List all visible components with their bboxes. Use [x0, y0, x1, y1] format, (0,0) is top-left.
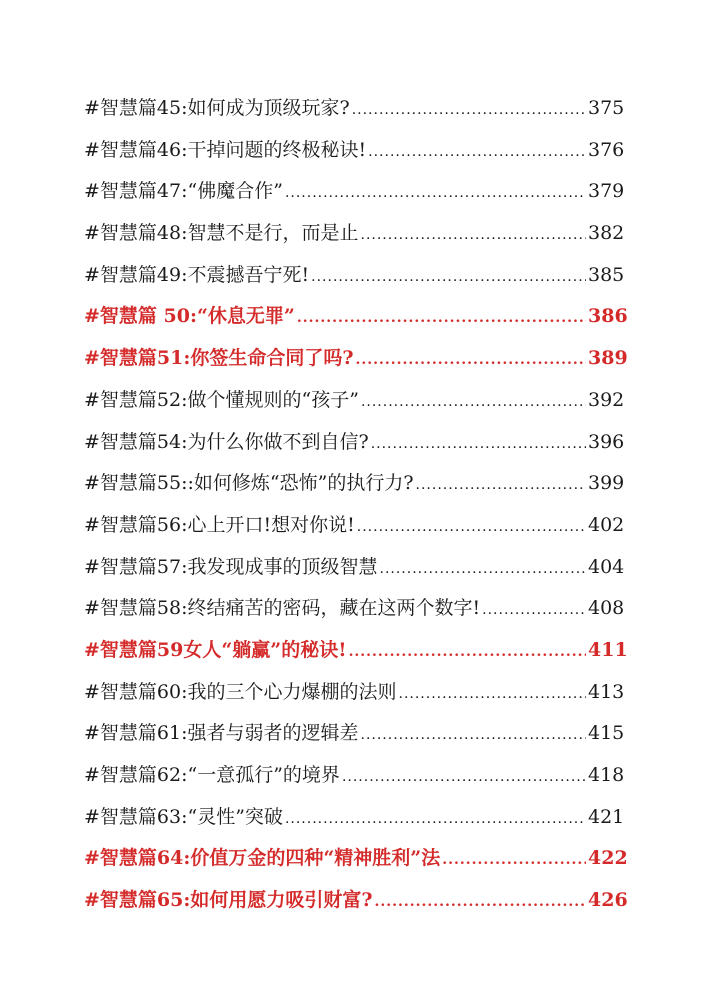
toc-entry-title: #智慧篇58:终结痛苦的密码，藏在这两个数字!: [84, 597, 481, 620]
toc-entry-title: #智慧篇63:“灵性”突破: [84, 805, 283, 828]
toc-entry[interactable]: [84, 213, 624, 255]
toc-entry-page: 411: [588, 638, 628, 661]
toc-entry-page: 392: [588, 388, 625, 411]
toc-entry-page: 415: [588, 722, 625, 745]
toc-entry-title: #智慧篇48:智慧不是行，而是止: [84, 222, 359, 245]
leader-dots: [342, 757, 586, 799]
toc-entry[interactable]: [84, 422, 624, 464]
leader-dots: [356, 340, 586, 382]
toc-entry[interactable]: [84, 88, 624, 130]
toc-entry-title: #智慧篇55::如何修炼“恐怖”的执行力?: [84, 472, 414, 495]
toc-entry-page: 396: [588, 430, 625, 453]
toc-entry[interactable]: [84, 755, 624, 797]
toc-entry-page: 385: [588, 263, 625, 286]
toc-entry-page: 389: [588, 347, 628, 370]
toc-entry-title: #智慧篇62:“一意孤行”的境界: [84, 764, 340, 786]
leader-dots: [368, 132, 586, 174]
toc-entry-title: #智慧篇 50:“休息无罪”: [84, 305, 295, 328]
toc-entry-title: #智慧篇47:“佛魔合作”: [84, 180, 283, 203]
leader-dots: [361, 715, 587, 757]
toc-entry[interactable]: [84, 588, 624, 630]
toc-entry-title: #智慧篇65:如何用愿力吸引财富?: [84, 889, 373, 912]
toc-entry[interactable]: [84, 880, 628, 922]
toc-entry[interactable]: [84, 255, 624, 297]
leader-dots: [357, 507, 586, 549]
leader-dots: [285, 799, 586, 841]
toc-entry-page: 418: [588, 764, 625, 786]
toc-entry-page: 422: [588, 847, 628, 870]
toc-entry-page: 402: [588, 513, 625, 536]
toc-entry-title: #智慧篇56:心上开口!想对你说!: [84, 513, 355, 536]
toc-entry-page: 376: [588, 138, 625, 161]
toc-entry[interactable]: [84, 797, 624, 839]
leader-dots: [375, 882, 586, 924]
leader-dots: [371, 424, 586, 466]
toc-entry-page: 399: [588, 472, 625, 495]
toc-entry[interactable]: [84, 505, 624, 547]
leader-dots: [442, 840, 586, 882]
toc-entry-title: #智慧篇59女人“躺赢”的秘诀!: [84, 638, 347, 661]
toc-entry-title: #智慧篇51:你签生命合同了吗?: [84, 347, 354, 370]
toc-entry-page: 382: [588, 222, 625, 245]
toc-entry[interactable]: [84, 838, 628, 880]
toc-entry-title: #智慧篇57:我发现成事的顶级智慧: [84, 555, 378, 578]
toc-entry[interactable]: [84, 380, 624, 422]
leader-dots: [349, 632, 586, 674]
toc-entry-title: #智慧篇49:不震撼吾宁死!: [84, 263, 310, 286]
toc-entry-page: 426: [588, 889, 628, 912]
toc-entry[interactable]: [84, 463, 624, 505]
toc-entry-title: #智慧篇60:我的三个心力爆棚的法则: [84, 680, 397, 703]
leader-dots: [380, 549, 587, 591]
toc-entry-title: #智慧篇54:为什么你做不到自信?: [84, 430, 369, 453]
leader-dots: [416, 465, 586, 507]
toc-entry-page: 375: [588, 97, 625, 119]
toc-entry[interactable]: [84, 296, 628, 338]
toc-entry-page: 404: [588, 555, 625, 578]
toc-entry-title: #智慧篇64:价值万金的四种“精神胜利”法: [84, 847, 441, 870]
toc-entry-page: 413: [588, 680, 625, 703]
toc-entry-page: 379: [588, 180, 625, 203]
leader-dots: [285, 173, 586, 215]
toc-entry-title: #智慧篇61:强者与弱者的逻辑差: [84, 722, 359, 745]
leader-dots: [311, 257, 586, 299]
toc-entry[interactable]: [84, 338, 628, 380]
toc-entry[interactable]: [84, 130, 624, 172]
table-of-contents: [84, 88, 628, 922]
toc-entry[interactable]: [84, 713, 624, 755]
toc-entry-page: 421: [588, 805, 625, 828]
leader-dots: [352, 90, 586, 132]
toc-entry[interactable]: [84, 547, 624, 589]
toc-entry[interactable]: [84, 672, 624, 714]
toc-entry-page: 386: [588, 305, 628, 328]
toc-entry-title: #智慧篇46:干掉问题的终极秘诀!: [84, 138, 367, 161]
leader-dots: [361, 215, 587, 257]
toc-entry-title: #智慧篇45:如何成为顶级玩家?: [84, 97, 350, 119]
toc-entry-title: #智慧篇52:做个懂规则的“孩子”: [84, 388, 359, 411]
leader-dots: [399, 674, 587, 716]
toc-entry[interactable]: [84, 630, 628, 672]
leader-dots: [482, 590, 586, 632]
toc-entry[interactable]: [84, 171, 624, 213]
leader-dots: [297, 298, 586, 340]
leader-dots: [361, 382, 586, 424]
toc-entry-page: 408: [588, 597, 625, 620]
